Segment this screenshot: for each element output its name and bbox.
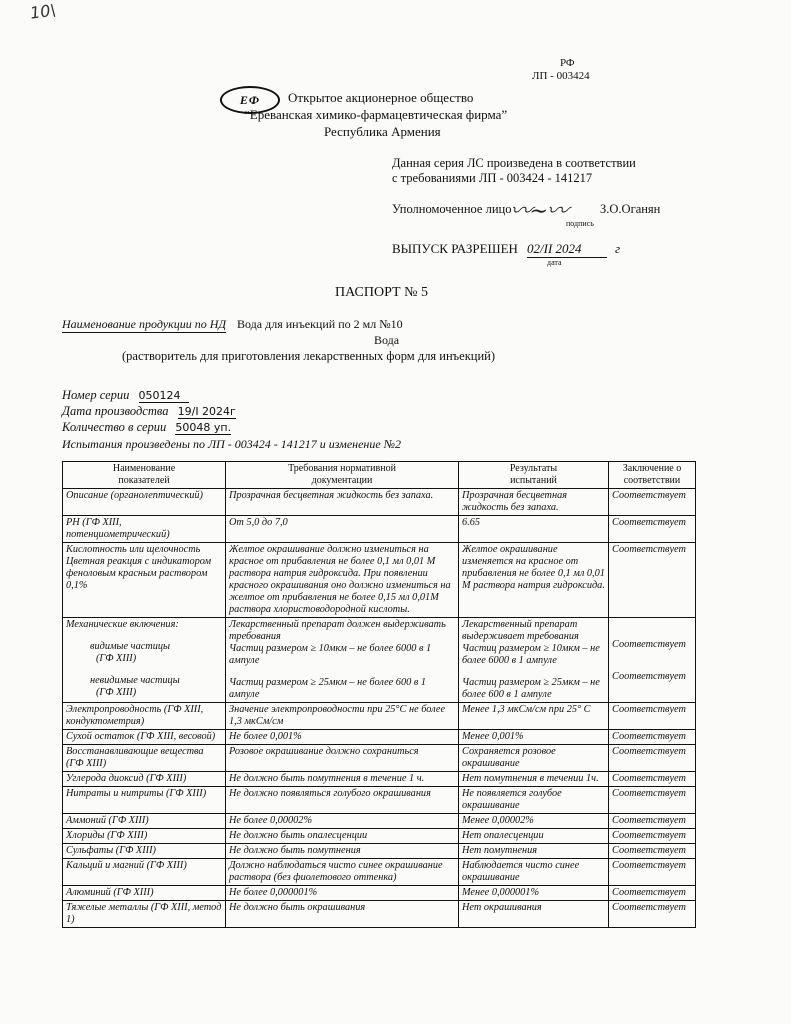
mech-title: Механические включения: (66, 619, 179, 630)
specification-table (62, 461, 696, 928)
mech-visible-name: видимые частицы (90, 641, 171, 652)
row-indicator: Восстанавливающие вещества (ГФ XIII) (63, 745, 226, 772)
table-row (63, 787, 696, 814)
compliance-line-2: с требованиями ЛП - 003424 - 141217 (392, 171, 593, 185)
release-suffix: г (615, 241, 621, 256)
table-row (63, 844, 696, 859)
row-indicator: Углерода диоксид (ГФ XIII) (63, 772, 226, 787)
row-indicator: Электропроводность (ГФ XIII, кондуктометрия) (63, 703, 226, 730)
row-requirement: Не должно быть помутнения в течение 1 ч. (226, 772, 459, 787)
row-indicator: Тяжелые металлы (ГФ XIII, метод 1) (63, 901, 226, 928)
table-row-mechanical-inclusions (63, 618, 696, 703)
row-requirement: Прозрачная бесцветная жидкость без запаха. (226, 489, 459, 516)
mech-res-invisible: Частиц размером ≥ 25мкм – не более 600 в 1 ампуле (462, 677, 600, 700)
row-conclusion: Соответствует (609, 772, 696, 787)
mech-req-visible: Частиц размером ≥ 10мкм – не более 6000 в 1 ампуле (229, 643, 432, 666)
row-conclusion: Соответствует (609, 829, 696, 844)
table-row (63, 901, 696, 928)
row-result: Менее 0,000001% (459, 886, 609, 901)
row-result: Нет окрашивания (459, 901, 609, 928)
row-conclusion: Соответствует (609, 886, 696, 901)
row-conclusion: Соответствует (609, 516, 696, 543)
mech-res-visible: Частиц размером ≥ 10мкм – не более 6000 в 1 ампуле (462, 643, 600, 666)
production-date-value: 19/I 2024г (177, 405, 236, 418)
company-logo-text: ЕФ (239, 92, 261, 107)
passport-title: ПАСПОРТ № 5 (335, 285, 428, 300)
row-indicator: Аммоний (ГФ XIII) (63, 814, 226, 829)
row-requirement: От 5,0 до 7,0 (226, 516, 459, 543)
row-indicator: Нитраты и нитриты (ГФ XIII) (63, 787, 226, 814)
row-result: Нет помутнения (459, 844, 609, 859)
company-line-3: Республика Армения (324, 124, 441, 139)
compliance-line-1: Данная серия ЛС произведена в соответствии (392, 156, 636, 170)
table-header-row (63, 462, 696, 489)
row-result: Сохраняется розовое окрашивание (459, 745, 609, 772)
product-label: Наименование продукции по НД (62, 317, 227, 331)
header-conclusion: Заключение о соответствии (609, 462, 696, 489)
row-requirement (226, 618, 459, 703)
header-requirements: Требования нормативной документации (226, 462, 459, 489)
row-indicator: Сухой остаток (ГФ XIII, весовой) (63, 730, 226, 745)
table-row (63, 745, 696, 772)
row-result: Прозрачная бесцветная жидкость без запаха. (459, 489, 609, 516)
row-requirement: Розовое окрашивание должно сохраниться (226, 745, 459, 772)
row-requirement: Не должно быть помутнения (226, 844, 459, 859)
row-result: Менее 0,00002% (459, 814, 609, 829)
row-result: Нет помутнения в течении 1ч. (459, 772, 609, 787)
quantity-value: 50048 уп. (175, 421, 232, 434)
row-indicator (63, 618, 226, 703)
row-indicator: Сульфаты (ГФ XIII) (63, 844, 226, 859)
date-caption: дата (547, 258, 562, 267)
mech-invisible-gf: (ГФ XIII) (96, 687, 137, 698)
table-row (63, 772, 696, 787)
release-label: ВЫПУСК РАЗРЕШЕН (392, 241, 518, 256)
product-description: (растворитель для приготовления лекарственных форм для инъекций) (122, 349, 495, 363)
row-indicator: Кислотность или щелочность Цветная реакция с индикатором феноловым красным раствором 0,1% (63, 543, 226, 618)
table-row (63, 730, 696, 745)
mech-res-intro: Лекарственный препарат выдерживает требования (462, 619, 579, 642)
row-requirement: Не должно быть окрашивания (226, 901, 459, 928)
row-indicator: Кальций и магний (ГФ XIII) (63, 859, 226, 886)
row-conclusion: Соответствует (609, 745, 696, 772)
registration-number: ЛП - 003424 (532, 70, 590, 82)
tests-label: Испытания произведены по ЛП - 003424 - 141217 и изменение №2 (62, 437, 402, 451)
production-date-label: Дата производства (62, 404, 169, 418)
mech-invisible-name: невидимые частицы (90, 675, 180, 686)
mech-con-invisible: Соответствует (612, 671, 686, 682)
mech-visible-gf: (ГФ XIII) (96, 653, 137, 664)
authorized-person-label: Уполномоченное лицо (392, 202, 512, 216)
table-row (63, 703, 696, 730)
row-conclusion: Соответствует (609, 787, 696, 814)
row-requirement: Не более 0,00002% (226, 814, 459, 829)
mech-con-visible: Соответствует (612, 639, 686, 650)
company-line-1: Открытое акционерное общество (288, 90, 474, 105)
corner-handwritten-mark: 10\ (28, 0, 57, 23)
row-conclusion: Соответствует (609, 703, 696, 730)
row-conclusion: Соответствует (609, 814, 696, 829)
signature-mark: 〰∼〰 (506, 199, 570, 224)
table-row (63, 543, 696, 618)
product-short-name: Вода (374, 333, 400, 347)
registration-country: РФ (560, 57, 575, 69)
row-indicator: Алюминий (ГФ XIII) (63, 886, 226, 901)
table-row (63, 814, 696, 829)
company-line-2: “Ереванская химико-фармацевтическая фирма” (244, 107, 508, 122)
row-result: Менее 0,001% (459, 730, 609, 745)
row-requirement: Желтое окрашивание должно измениться на красное от прибавления не более 0,1 мл 0,01 М раствора натрия гидроксида. При появлении красного окрашивания оно должно измениться на желтое от прибавления не более 0,15 мл 0,01М раствора хлористоводородной кислоты. (226, 543, 459, 618)
row-requirement: Не должно появляться голубого окрашивания (226, 787, 459, 814)
row-indicator: Хлориды (ГФ XIII) (63, 829, 226, 844)
row-indicator: PH (ГФ XIII, потенциометрический) (63, 516, 226, 543)
header-results: Результаты испытаний (459, 462, 609, 489)
table-row (63, 489, 696, 516)
signature-caption: подпись (566, 219, 594, 228)
row-conclusion: Соответствует (609, 730, 696, 745)
row-result: Не появляется голубое окрашивание (459, 787, 609, 814)
quantity-label: Количество в серии (62, 420, 167, 434)
row-result: Желтое окрашивание изменяется на красное от прибавления не более 0,1 мл 0,01 М раствора натрия гидроксида. (459, 543, 609, 618)
row-result: 6.65 (459, 516, 609, 543)
row-requirement: Не более 0,001% (226, 730, 459, 745)
row-result: Наблюдается чисто синее окрашивание (459, 859, 609, 886)
row-indicator: Описание (органолептический) (63, 489, 226, 516)
row-result (459, 618, 609, 703)
mech-req-intro: Лекарственный препарат должен выдерживать требования (229, 619, 446, 642)
mech-req-invisible: Частиц размером ≥ 25мкм – не более 600 в 1 ампуле (229, 677, 427, 700)
row-result: Менее 1,3 мкСм/см при 25° С (459, 703, 609, 730)
table-row (63, 886, 696, 901)
row-conclusion: Соответствует (609, 543, 696, 618)
row-requirement: Значение электропроводности при 25°С не более 1,3 мкСм/см (226, 703, 459, 730)
header-indicator: Наименование показателей (63, 462, 226, 489)
row-requirement: Не должно быть опалесценции (226, 829, 459, 844)
table-row (63, 516, 696, 543)
row-requirement: Должно наблюдаться чисто синее окрашивание раствора (без фиолетового оттенка) (226, 859, 459, 886)
row-conclusion (609, 618, 696, 703)
series-label: Номер серии (62, 388, 130, 402)
table-row (63, 859, 696, 886)
row-result: Нет опалесценции (459, 829, 609, 844)
row-requirement: Не более 0,000001% (226, 886, 459, 901)
authorized-person-name: З.О.Оганян (600, 202, 661, 216)
series-value: 050124 (139, 389, 189, 403)
release-date: 02/II 2024 (527, 241, 607, 258)
row-conclusion: Соответствует (609, 859, 696, 886)
table-row (63, 829, 696, 844)
row-conclusion: Соответствует (609, 489, 696, 516)
row-conclusion: Соответствует (609, 901, 696, 928)
product-name: Вода для инъекций по 2 мл №10 (237, 317, 403, 331)
row-conclusion: Соответствует (609, 844, 696, 859)
